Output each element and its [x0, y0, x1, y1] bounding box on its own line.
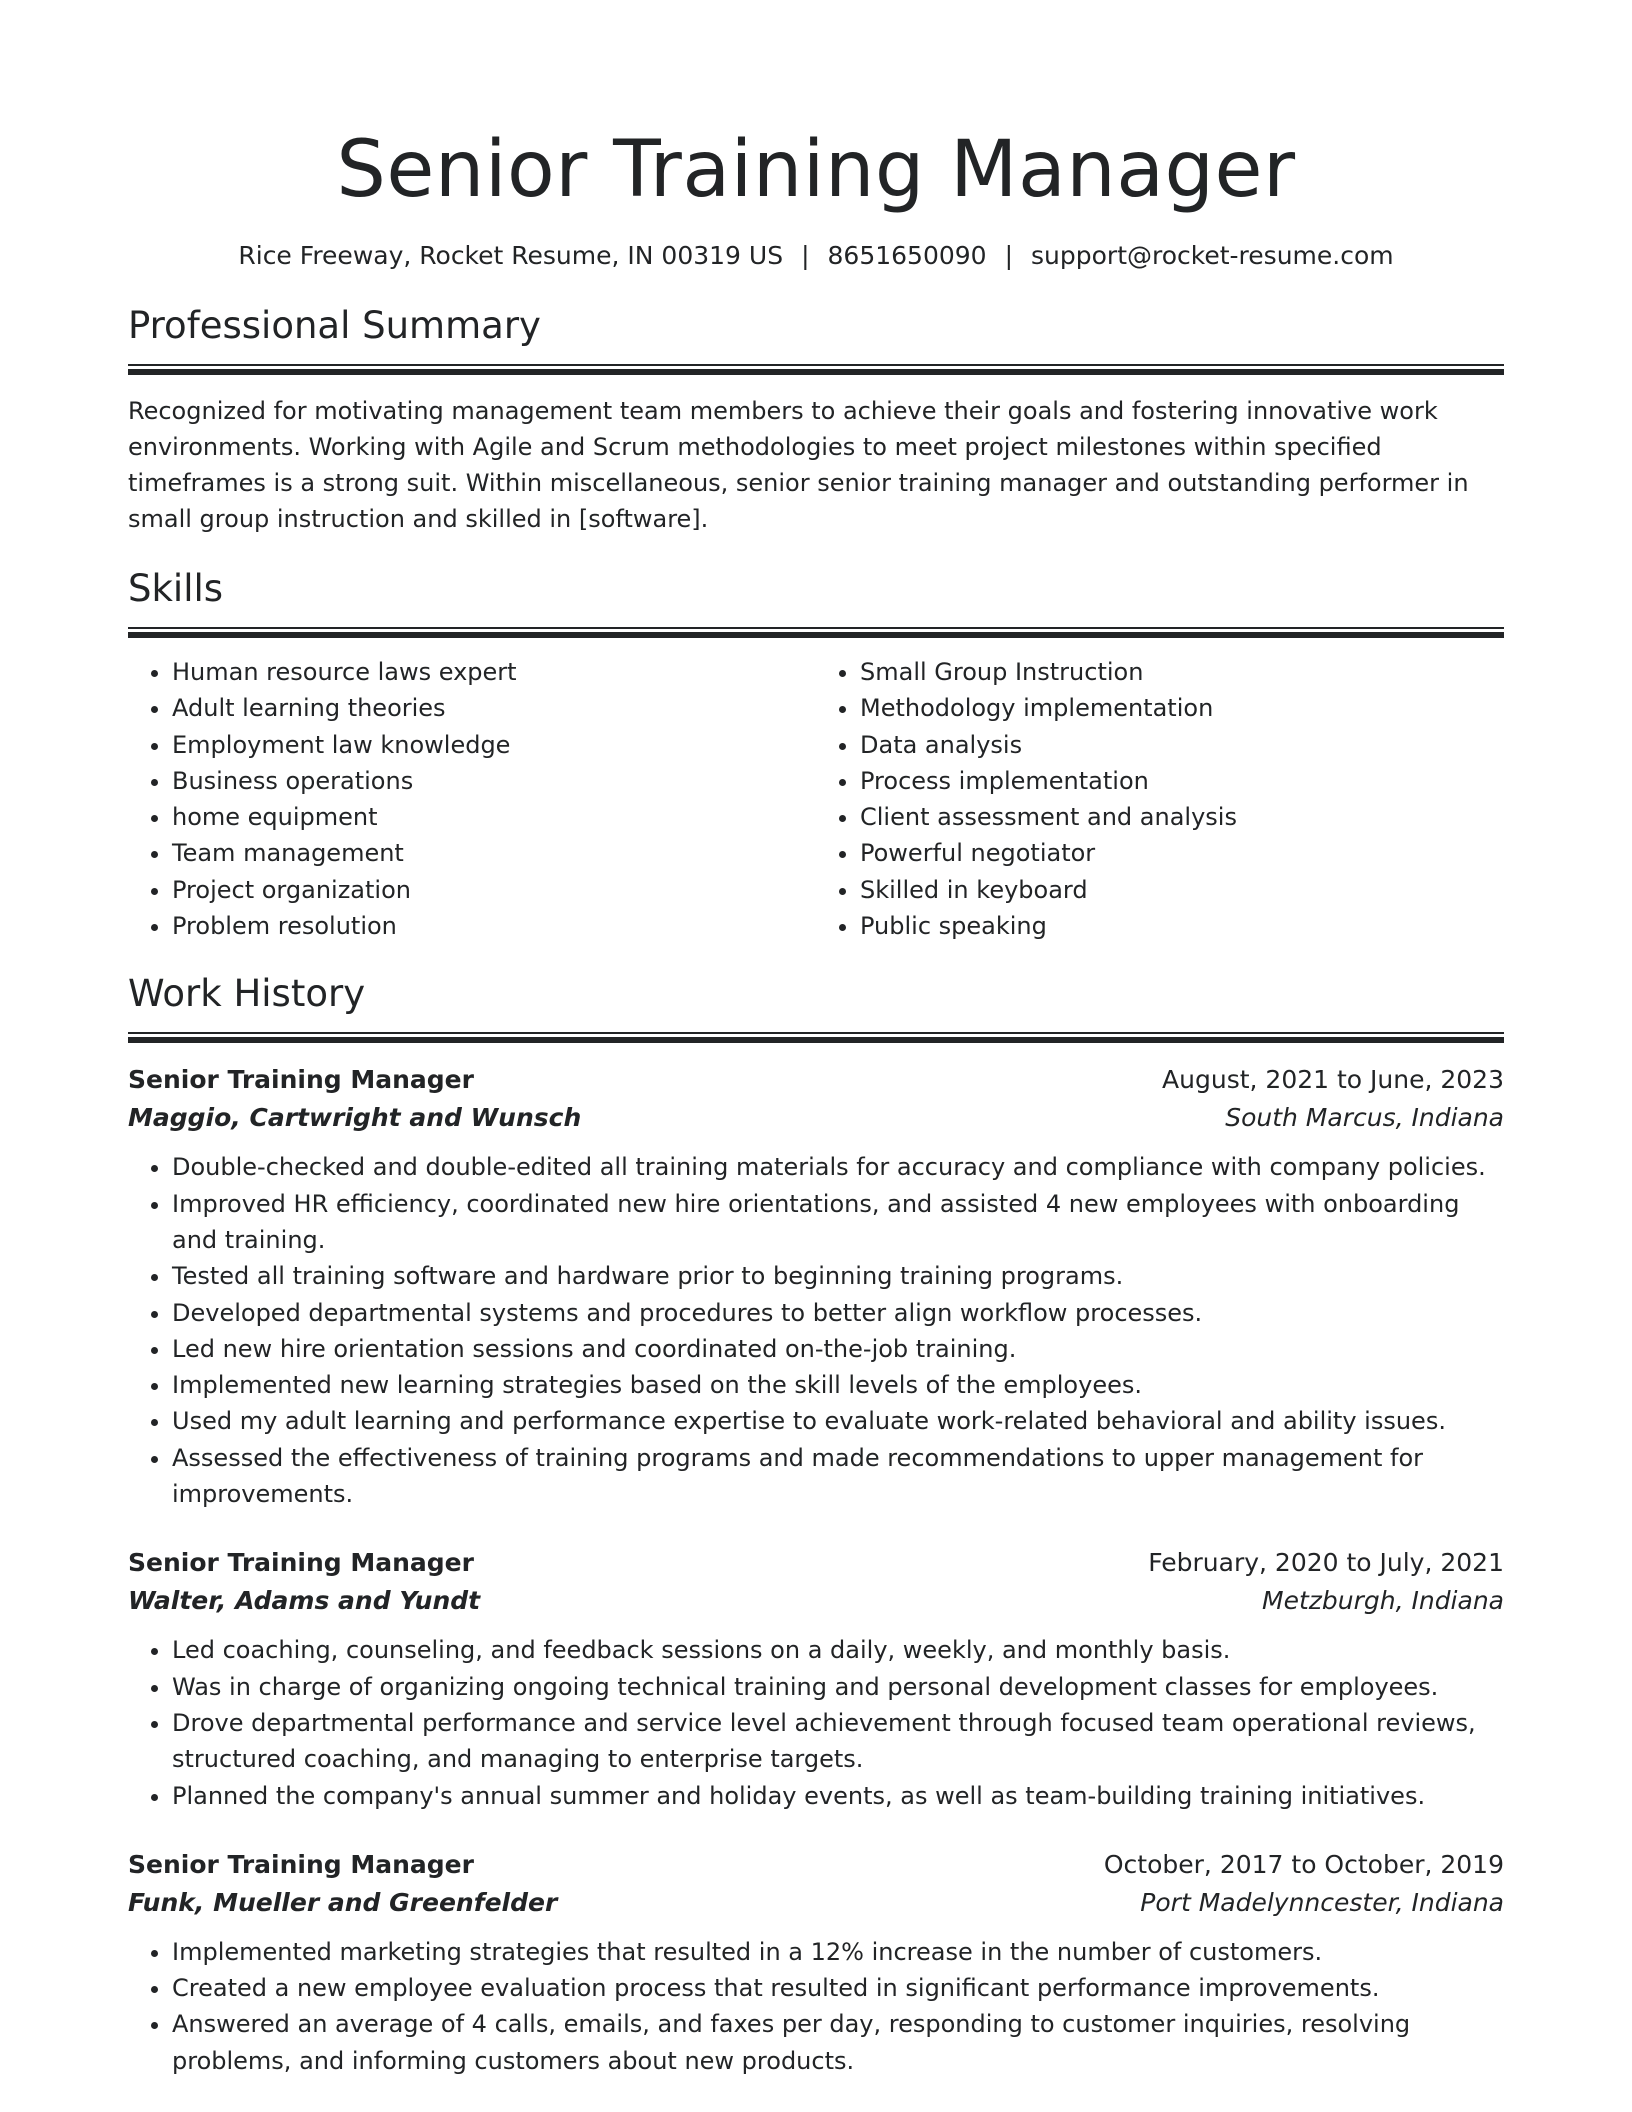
job-header-row — [128, 1544, 1504, 1582]
job-bullet: • Assessed the effectiveness of training programs and made recommendations to upper management for improvements. — [172, 1440, 1504, 1513]
resume-page — [128, 120, 1504, 2079]
contact-phone: 8651650090 — [827, 241, 987, 270]
contact-separator: | — [1004, 241, 1014, 270]
section-divider — [128, 1032, 1504, 1043]
skill-item: • Problem resolution — [172, 908, 816, 944]
job-bullet: • Led coaching, counseling, and feedback sessions on a daily, weekly, and monthly basis. — [172, 1632, 1504, 1668]
job-bullet: • Planned the company's annual summer and holiday events, as well as team-building training initiatives. — [172, 1778, 1504, 1814]
skill-item: • Adult learning theories — [172, 690, 816, 726]
skill-item: • Project organization — [172, 872, 816, 908]
skill-item: • Data analysis — [860, 727, 1504, 763]
job-bullet: • Developed departmental systems and procedures to better align workflow processes. — [172, 1295, 1504, 1331]
job-bullet: • Used my adult learning and performance expertise to evaluate work-related behavioral and ability issues. — [172, 1403, 1504, 1439]
job-bullet: • Led new hire orientation sessions and coordinated on-the-job training. — [172, 1331, 1504, 1367]
job-header-row — [128, 1846, 1504, 1884]
job-dates: February, 2020 to July, 2021 — [1148, 1548, 1504, 1578]
skill-item: • Skilled in keyboard — [860, 872, 1504, 908]
skill-item: • Powerful negotiator — [860, 835, 1504, 871]
job-location: Port Madelynncester, Indiana — [1140, 1887, 1504, 1917]
skill-item: • Methodology implementation — [860, 690, 1504, 726]
job-title: Senior Training Manager — [128, 1065, 474, 1095]
job-bullets — [128, 1149, 1504, 1512]
skills-columns — [128, 654, 1504, 944]
section-divider — [128, 627, 1504, 638]
job-title: Senior Training Manager — [128, 1548, 474, 1578]
skill-item: • Human resource laws expert — [172, 654, 816, 690]
job-location: South Marcus, Indiana — [1225, 1103, 1504, 1133]
job-bullet: • Answered an average of 4 calls, emails, and faxes per day, responding to customer inquiries, resolving problems, and informing customers about new products. — [172, 2006, 1504, 2079]
work-history-section — [128, 970, 1504, 2079]
job-bullet: • Drove departmental performance and service level achievement through focused team operational reviews, structured coaching, and managing to enterprise targets. — [172, 1705, 1504, 1778]
skill-item: • Employment law knowledge — [172, 727, 816, 763]
section-divider — [128, 364, 1504, 375]
contact-address: Rice Freeway, Rocket Resume, IN 00319 US — [238, 241, 784, 270]
job-bullet: • Improved HR efficiency, coordinated new hire orientations, and assisted 4 new employees with onboarding and training. — [172, 1186, 1504, 1259]
job-dates: October, 2017 to October, 2019 — [1103, 1849, 1504, 1879]
contact-line — [128, 238, 1504, 274]
job-dates: August, 2021 to June, 2023 — [1162, 1065, 1504, 1095]
job-company-row — [128, 1884, 1504, 1922]
summary-section — [128, 302, 1504, 537]
job-bullets — [128, 1934, 1504, 2079]
skills-list-right — [816, 654, 1504, 944]
skills-section — [128, 565, 1504, 944]
summary-heading: Professional Summary — [128, 304, 541, 347]
job-bullet: • Implemented new learning strategies based on the skill levels of the employees. — [172, 1367, 1504, 1403]
skills-heading: Skills — [128, 567, 224, 610]
job-company: Funk, Mueller and Greenfelder — [128, 1887, 558, 1917]
job-company: Maggio, Cartwright and Wunsch — [128, 1103, 582, 1133]
work-history-heading: Work History — [128, 972, 366, 1016]
job-location: Metzburgh, Indiana — [1262, 1586, 1504, 1616]
resume-name: Senior Training Manager — [336, 125, 1296, 215]
skill-item: • Client assessment and analysis — [860, 799, 1504, 835]
skill-item: • Team management — [172, 835, 816, 871]
skill-item: • Business operations — [172, 763, 816, 799]
job-company-row — [128, 1099, 1504, 1137]
job-company: Walter, Adams and Yundt — [128, 1586, 481, 1616]
job-bullet: • Implemented marketing strategies that resulted in a 12% increase in the number of customers. — [172, 1934, 1504, 1970]
contact-email[interactable]: support@rocket-resume.com — [1031, 241, 1394, 270]
job-company-row — [128, 1582, 1504, 1620]
skill-item: • Public speaking — [860, 908, 1504, 944]
job-bullets — [128, 1632, 1504, 1813]
skill-item: • home equipment — [172, 799, 816, 835]
job-bullet: • Double-checked and double-edited all training materials for accuracy and compliance with company policies. — [172, 1149, 1504, 1185]
skills-list-left — [128, 654, 816, 944]
job-bullet: • Was in charge of organizing ongoing technical training and personal development classes for employees. — [172, 1669, 1504, 1705]
skill-item: • Process implementation — [860, 763, 1504, 799]
job-bullet: • Tested all training software and hardware prior to beginning training programs. — [172, 1258, 1504, 1294]
job-bullet: • Created a new employee evaluation process that resulted in significant performance improvements. — [172, 1970, 1504, 2006]
contact-separator: | — [801, 241, 810, 270]
job-entry — [128, 1061, 1504, 1512]
job-entry — [128, 1846, 1504, 2079]
job-header-row — [128, 1061, 1504, 1099]
summary-text: Recognized for motivating management team members to achieve their goals and fostering innovative work environments. Working with Agile and Scrum methodologies to meet project milestones within specified timeframes is a strong suit. Within miscellaneous, senior senior training manager and outstanding performer in small group instruction and skilled in [software]. — [128, 397, 1469, 533]
job-title: Senior Training Manager — [128, 1849, 474, 1879]
job-entry — [128, 1544, 1504, 1813]
skill-item: • Small Group Instruction — [860, 654, 1504, 690]
